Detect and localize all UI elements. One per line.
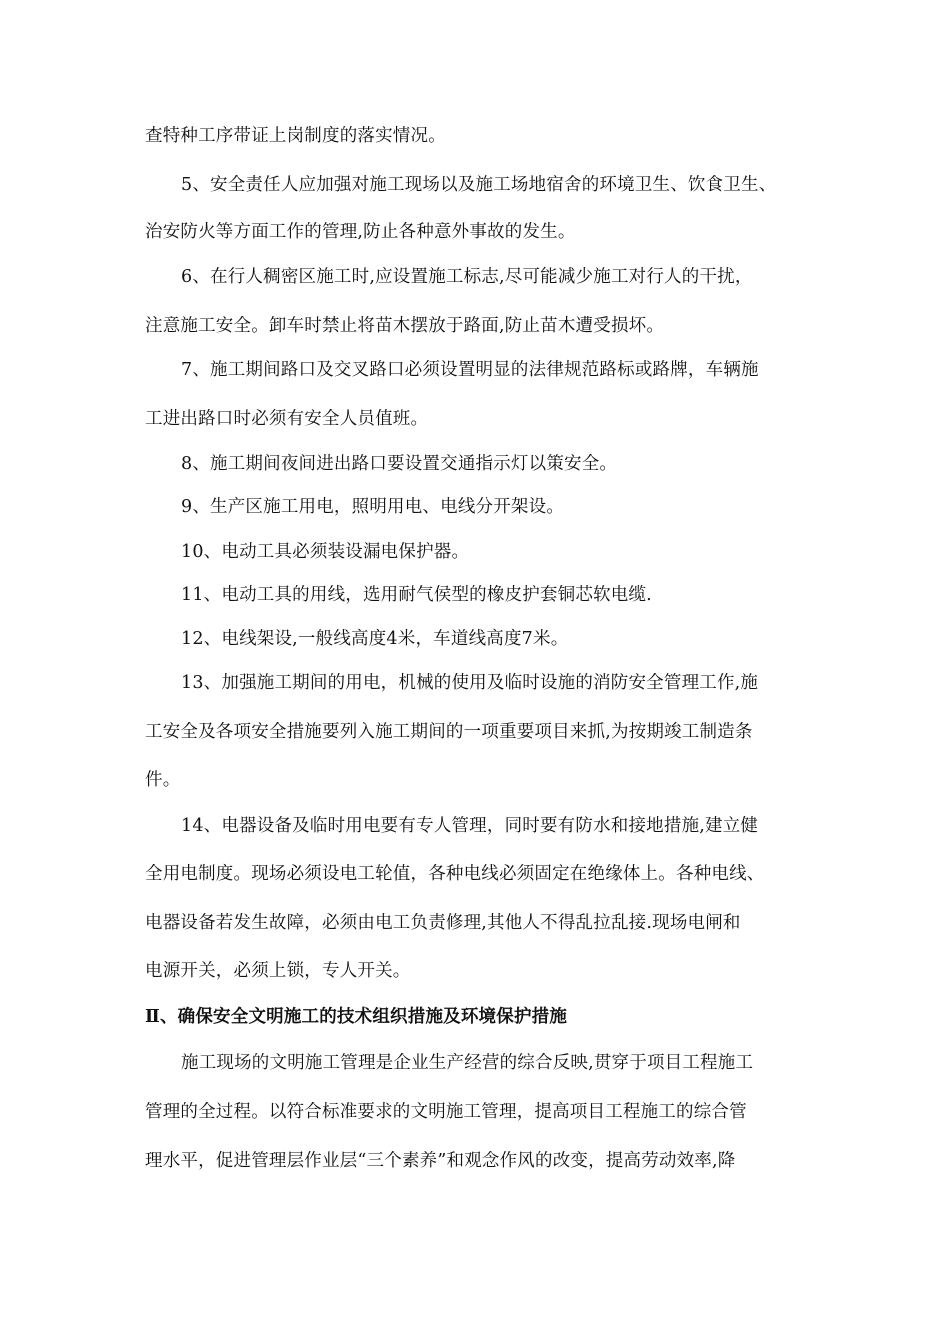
paragraph-line: 电器设备若发生故障，必须由电工负责修理,其他人不得乱拉乱接.现场电闸和 (145, 913, 741, 933)
paragraph-line: 工进出路口时必须有安全人员值班。 (145, 409, 429, 429)
paragraph-line: 7、施工期间路口及交叉路口必须设置明显的法律规范路标或路牌，车辆施 (181, 360, 759, 380)
paragraph-line: 注意施工安全。卸车时禁止将苗木摆放于路面,防止苗木遭受损坏。 (145, 316, 665, 336)
paragraph-line: 查特种工序带证上岗制度的落实情况。 (145, 126, 446, 146)
paragraph-line: 5、安全责任人应加强对施工现场以及施工场地宿舍的环境卫生、饮食卫生、 (181, 175, 777, 195)
paragraph-line: 件。 (145, 770, 181, 790)
paragraph-line: 8、施工期间夜间进出路口要设置交通指示灯以策安全。 (181, 454, 618, 474)
section-heading: Ⅱ、确保安全文明施工的技术组织措施及环境保护措施 (145, 1007, 568, 1027)
paragraph-line: 施工现场的文明施工管理是企业生产经营的综合反映,贯穿于项目工程施工 (181, 1053, 754, 1073)
paragraph-line: 14、电器设备及临时用电要有专人管理，同时要有防水和接地措施,建立健 (181, 816, 759, 836)
paragraph-line: 11、电动工具的用线，选用耐气侯型的橡皮护套铜芯软电缆. (181, 585, 652, 605)
paragraph-line: 管理的全过程。以符合标准要求的文明施工管理，提高项目工程施工的综合管 (145, 1102, 747, 1122)
paragraph-line: 理水平，促进管理层作业层“三个素养”和观念作风的改变，提高劳动效率,降 (145, 1151, 736, 1171)
paragraph-line: 治安防火等方面工作的管理,防止各种意外事故的发生。 (145, 222, 576, 242)
paragraph-line: 13、加强施工期间的用电，机械的使用及临时设施的消防安全管理工作,施 (181, 673, 759, 693)
paragraph-line: 10、电动工具必须装设漏电保护器。 (181, 542, 470, 562)
paragraph-line: 全用电制度。现场必须设电工轮值，各种电线必须固定在绝缘体上。各种电线、 (145, 864, 765, 884)
paragraph-line: 电源开关，必须上锁，专人开关。 (145, 961, 411, 981)
paragraph-line: 12、电线架设,一般线高度4米，车道线高度7米。 (181, 629, 569, 649)
paragraph-line: 9、生产区施工用电，照明用电、电线分开架设。 (181, 497, 565, 517)
paragraph-line: 工安全及各项安全措施要列入施工期间的一项重要项目来抓,为按期竣工制造条 (145, 722, 753, 742)
paragraph-line: 6、在行人稠密区施工时,应设置施工标志,尽可能减少施工对行人的干扰， (181, 267, 753, 287)
